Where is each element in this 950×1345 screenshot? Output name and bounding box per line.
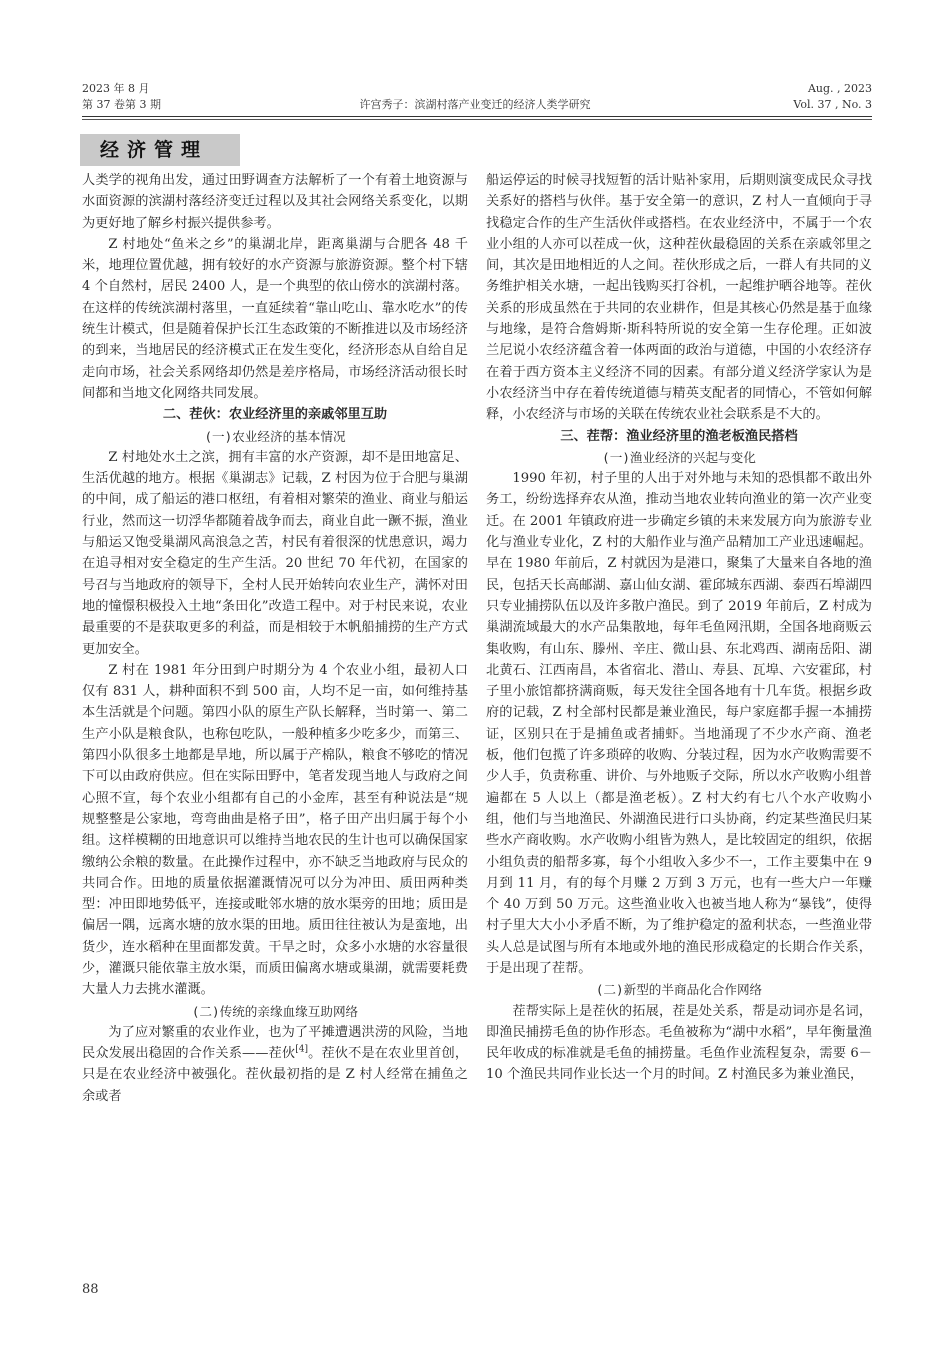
page-number: 88	[82, 1282, 99, 1297]
header-volume-en: Vol. 37 , No. 3	[793, 98, 872, 111]
paragraph: Z 村地处水土之滨，拥有丰富的水产资源，却不是田地富足、生活优越的地方。根据《巢湖志》记载，Z 村因为位于合肥与巢湖的中间，成了船运的港口枢纽，有着相对繁荣的渔业、商业与船运行业，然而这一切浮华都随着战争而去，商业自此一蹶不振，渔业与船运又饱受巢湖风高浪急之苦，村民有着很深的忧患意识，竭力在追寻相对安全稳定的生产生活。20 世纪 70 年代初，在国家的号召与当地政府的领导下，全村人民开始转向农业生产，满怀对田地的憧憬积极投入土地“条田化”改造工程中。对于村民来说，农业最重要的不是获取更多的利益，而是相较于木帆船捕捞的生产方式更加安全。	[82, 449, 468, 657]
paragraph-text: 为了应对繁重的农业作业，也为了平摊遭遇洪涝的风险，当地民众发展出稳固的合作关系——茬伙	[82, 1024, 468, 1062]
header-rule-thin	[82, 119, 872, 120]
paragraph: Z 村地处“鱼米之乡”的巢湖北岸，距离巢湖与合肥各 48 千米，地理位置优越，拥有较好的水产资源与旅游资源。整个村下辖 4 个自然村，居民 2400 人，是一个典型的依山傍水的滨湖村落。在这样的传统滨湖村落里，一直延续着“靠山吃山、靠水吃水”的传统生计模式，但是随着保护长江生态政策的不断推进以及市场经济的到来，当地居民的经济模式正在发生变化，经济形态从自给自足走向市场，社会关系网络却仍然是差序格局，市场经济活动很长时间都和当地文化网络共同发展。	[82, 236, 468, 401]
paragraph: 1990 年初，村子里的人出于对外地与未知的恐惧都不敢出外务工，纷纷选择弃农从渔，推动当地农业转向渔业的第一次产业变迁。在 2001 年镇政府进一步确定乡镇的未来发展方向为旅游专业化与渔业专业化，Z 村的大船作业与渔产品精加工产业迅速崛起。早在 1980 年前后，Z 村就因为是港口，聚集了大量来自各地的渔民，包括天长高邮湖、嘉山仙女湖、霍邱城东西湖、泰西石埠湖四只专业捕捞队伍以及许多散户渔民。到了 2019 年前后，Z 村成为巢湖流域最大的水产品集散地，每年毛鱼网汛期，全国各地商贩云集收购，有山东、滕州、辛庄、微山县、东北鸡西、湖南岳阳、湖北黄石、江西南昌，本省宿北、潜山、寿县、瓦埠、六安霍邱，村子里小旅馆都挤满商贩，每天发往全国各地有十几车货。根据乡政府的记载，Z 村全部村民都是兼业渔民，每户家庭都手握一本捕捞证，区别只在于是捕鱼或者捕虾。当地涌现了不少水产商、渔老板，他们包揽了许多琐碎的收购、分装过程，因为水产收购需要不少人手，负责称重、讲价、与外地贩子交际，所以水产收购小组普遍都在 5 人以上（都是渔老板）。Z 村大约有七八个水产收购小组，他们与当地渔民、外湖渔民进行口头协商，约定某些渔民归某些水产商收购。水产收购小组皆为熟人，是比较固定的组织，依据小组负责的船帮多寡，每个小组收入多少不一，工作主要集中在 9 月到 11 月，有的每个月赚 2 万到 3 万元，也有一些大户一年赚个 40 万到 50 万元。这些渔业收入也被当地人称为“暴钱”，使得村子里大大小小矛盾不断，为了维护稳定的盈利状态，一些渔业带头人总是试图与所有本地或外地的渔民形成稳定的长期合作关系，于是出现了茬帮。	[486, 471, 872, 976]
section-label-band	[80, 134, 240, 166]
paragraph: Z 村在 1981 年分田到户时期分为 4 个农业小组，最初人口仅有 831 人，耕种面积不到 500 亩，人均不足一亩，如何维持基本生活就是个问题。第四小队的原生产队长解释，当时第一、第二生产小队是粮食队，也称包吃队，一般种植多少吃多少，而第三、第四小队很多土地都是旱地，所以属于产棉队，粮食不够吃的情况下可以由政府供应。但在实际田野中，笔者发现当地人与政府之间心照不宣，每个农业小组都有自己的小金库，甚至有种说法是“规规整整是公家地，弯弯曲曲是格子田”，格子田产出归属于每个小组。这样模糊的田地意识可以维持当地农民的生计也可以确保国家缴纳公余粮的数量。在此操作过程中，亦不缺乏当地政府与民众的共同合作。田地的质量依据灌溉情况可以分为冲田、质田两种类型：冲田即地势低平，连接或毗邻水塘的放水渠旁的田地；质田是偏居一隅，远离水塘的放水渠的田地。质田往往被认为是蛮地，出货少，连水稻种在里面都发黄。干旱之时，众多小水塘的水容量很少，灌溉只能依靠主放水渠，而质田偏离水塘或巢湖，就需要耗费大量人力去挑水灌溉。	[82, 662, 468, 998]
header-rule-thick	[82, 116, 872, 117]
subsection-heading: (二)新型的半商品化合作网络	[595, 982, 763, 998]
subsection-heading: (一)农业经济的基本情况	[204, 428, 346, 444]
paragraph-text: 。茬伙不是在农业里首创，只是在农业经济中被强化。茬伙最初指的是 Z 村人经常在捕鱼之余或者	[82, 1046, 468, 1104]
paragraph: 人类学的视角出发，通过田野调查方法解析了一个有着土地资源与水面资源的滨湖村落经济变迁过程以及其社会网络关系变化，以期为更好地了解乡村振兴提供参考。	[82, 173, 468, 231]
section-label: 经济管理	[100, 139, 209, 161]
subsection-heading: (一)渔业经济的兴起与变化	[602, 449, 756, 465]
subsection-heading: (二)传统的亲缘血缘互助网络	[191, 1003, 359, 1019]
paragraph: 船运停运的时候寻找短暂的活计贴补家用，后期则演变成民众寻找关系好的搭档与伙伴。基于安全第一的意识，Z 村人一直倾向于寻找稳定合作的生产生活伙伴或搭档。在农业经济中，不属于一个农业小组的人亦可以茬成一伙，这种茬伙最稳固的关系在亲戚邻里之间，其次是田地相近的人之间。茬伙形成之后，一群人有共同的义务维护相关水塘，一起出钱购买打谷机，一起维护晒谷地等。茬伙关系的形成虽然在于共同的农业耕作，但是其核心仍然是基于血缘与地缘，是符合詹姆斯·斯科特所说的安全第一生存伦理。正如波兰尼说小农经济蕴含着一体两面的政治与道德，中国的小农经济存在着于西方资本主义经济不同的因素。有部分道义经济学家认为是小农经济当中存在着传统道德与精英支配者的同情心，不管如何解释，小农经济与市场的关联在传统农业社会联系是不大的。	[486, 173, 872, 423]
header-volume-cn: 第 37 卷第 3 期	[82, 98, 161, 111]
paragraph	[82, 1022, 468, 1107]
header-running-title: 许宫秀子：滨湖村落产业变迁的经济人类学研究	[359, 98, 591, 111]
header-date-cn: 2023 年 8 月	[82, 82, 150, 95]
section-heading: 二、茬伙：农业经济里的亲戚邻里互助	[162, 407, 388, 423]
left-column	[82, 170, 468, 1276]
header-date-en: Aug. , 2023	[807, 82, 872, 95]
right-column	[486, 170, 872, 1276]
citation-ref[interactable]: [4]	[295, 1044, 308, 1055]
section-heading: 三、茬帮：渔业经济里的渔老板渔民搭档	[560, 428, 798, 444]
paragraph: 茬帮实际上是茬伙的拓展，茬是处关系，帮是动词亦是名词，即渔民捕捞毛鱼的协作形态。毛鱼被称为“湖中水稻”，早年衡量渔民年收成的标准就是毛鱼的捕捞量。毛鱼作业流程复杂，需要 6－10 个渔民共同作业长达一个月的时间。Z 村渔民多为兼业渔民，	[486, 1003, 872, 1083]
